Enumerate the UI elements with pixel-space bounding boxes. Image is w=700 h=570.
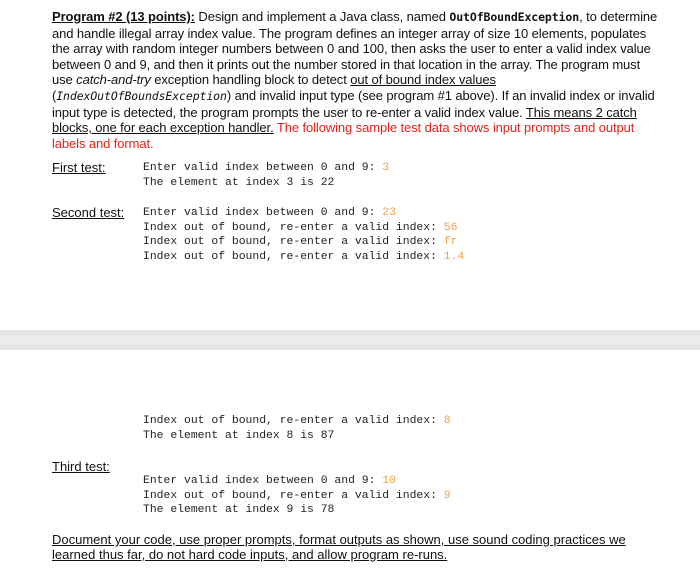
third-test-label: Third test: xyxy=(52,459,110,474)
first-test-label: First test: xyxy=(52,160,106,175)
intro-text-4: ) and invalid input type (see program #1 above). If an invalid index or invalid input type is detected, the program prompts the user to re-enter a valid index value. xyxy=(52,87,655,120)
second-test-label: Second test: xyxy=(52,205,125,220)
sample-data-note: The following sample test data shows input prompts and output labels and format. xyxy=(52,120,635,151)
intro-text-2: , to determine and handle illegal array index value. The program defines an integer array of size 10 elements, populates the array with random integer numbers between 0 and 100, then asks the user to enter a valid index value between 0 and 9, and then it prints out the number stored in that location in the array. The program must use xyxy=(52,9,658,88)
out-of-bound-term: out of bound index values xyxy=(350,72,496,88)
footer-instructions: Document your code, use proper prompts, format outputs as shown, use sound coding practices we learned thus far, do not hard code inputs, and allow program re-runs. xyxy=(52,532,626,562)
intro-text-1: Design and implement a Java class, named xyxy=(194,9,450,24)
second-test-output: Enter valid index between 0 and 9: 23 Index out of bound, re-enter a valid index: 56 Index out of bound, re-enter a valid index: fr Index out of bound, re-enter a valid index: 1.4 xyxy=(143,207,465,263)
catch-and-try-term: catch-and-try xyxy=(76,72,151,88)
first-test-output: Enter valid index between 0 and 9: 3 The element at index 3 is 22 xyxy=(143,162,390,189)
program-title: Program #2 (13 points): xyxy=(52,9,195,24)
third-test-output: Enter valid index between 0 and 9: 10 Index out of bound, re-enter a valid index: 9 The element at index 9 is 78 xyxy=(143,475,451,516)
page-separator xyxy=(0,330,700,350)
paren-open: ( xyxy=(52,87,57,103)
assignment-description xyxy=(52,9,662,151)
second-test-output-continued: Index out of bound, re-enter a valid index: 8 The element at index 8 is 87 xyxy=(143,415,451,442)
builtin-exception-name: IndexOutOfBoundsException xyxy=(56,88,227,103)
two-catch-blocks-note: This means 2 catch blocks, one for each exception handler. xyxy=(52,104,637,136)
class-name: OutOfBoundException xyxy=(449,10,580,24)
intro-text-3: exception handling block to detect xyxy=(150,72,351,88)
